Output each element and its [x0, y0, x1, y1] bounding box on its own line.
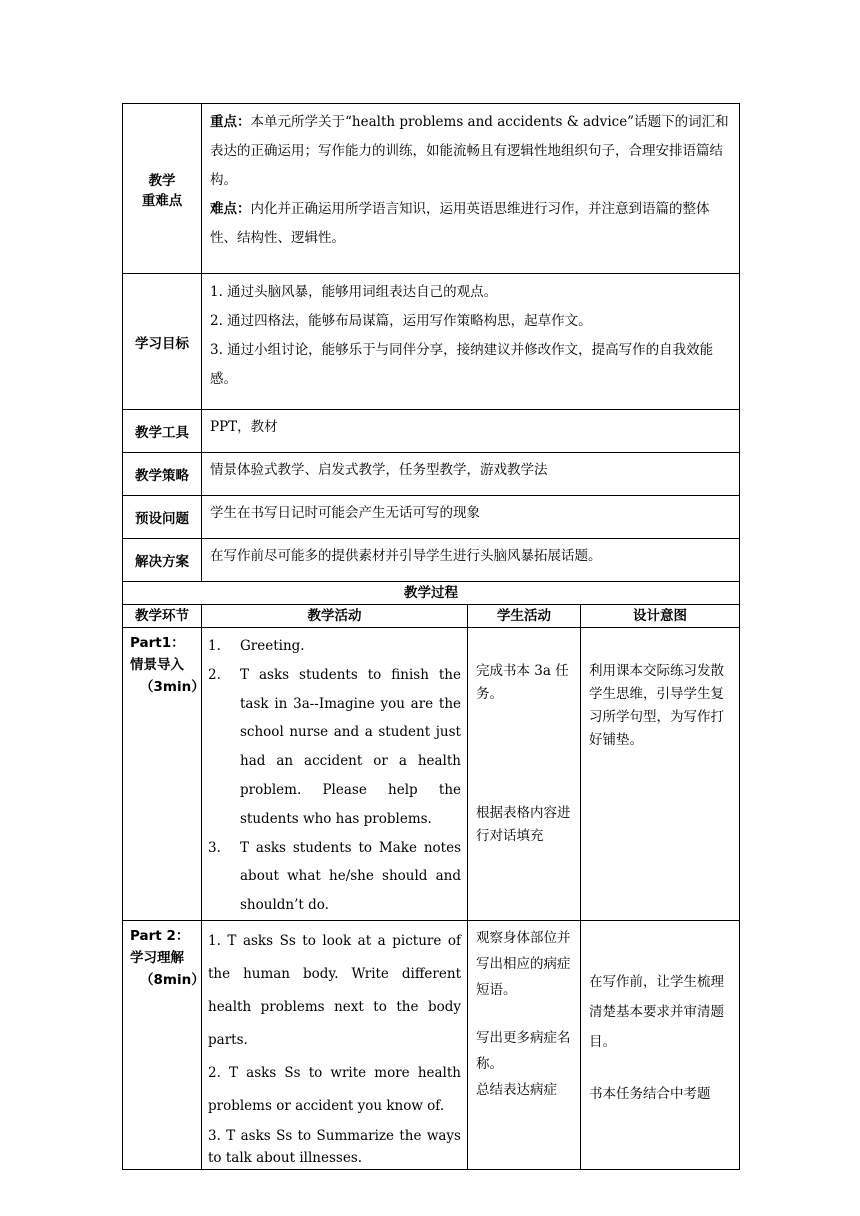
activity-item: 3. T asks students to Make notes about what he/she should and shouldn’t do.	[208, 839, 461, 914]
process-title: 教学过程	[123, 582, 740, 605]
part1-stage-title: 情景导入	[130, 657, 184, 673]
lesson-plan-table	[122, 103, 740, 1170]
part2-stage-time: （8min）	[140, 971, 205, 988]
solution-row	[123, 539, 740, 582]
part2-stage-title: 学习理解	[130, 949, 184, 966]
key-points-row	[123, 104, 740, 274]
difficult-point-paragraph	[210, 195, 731, 253]
key-points-content	[202, 104, 740, 274]
tools-label: 教学工具	[123, 410, 202, 453]
goal-item: 1. 通过头脑风暴，能够用词组表达自己的观点。	[210, 284, 498, 300]
column-header-student-activity: 学生活动	[468, 605, 581, 628]
goals-content	[202, 274, 740, 410]
activity-item: 2. T asks Ss to write more health problems or accident you know of.	[208, 1064, 461, 1114]
part1-stage	[123, 628, 205, 921]
part2-student-activity-3: 总结表达病症	[476, 1081, 557, 1098]
difficult-point-text: 内化并正确运用所学语言知识，运用英语思维进行习作，并注意到语篇的整体性、结构性、逻辑性。	[210, 201, 710, 246]
tools-row	[123, 410, 740, 453]
part1-design-intent	[581, 628, 740, 921]
problems-row	[123, 496, 740, 539]
activity-item: 1. Greeting.	[208, 638, 305, 654]
part1-teacher-activity	[202, 628, 468, 921]
part2-student-activity-1: 观察身体部位并写出相应的病症短语。	[476, 929, 571, 998]
solution-value: 在写作前尽可能多的提供素材并引导学生进行头脑风暴拓展话题。	[202, 539, 740, 582]
solution-label: 解决方案	[123, 539, 202, 582]
part2-stage-name: Part 2：	[130, 927, 190, 944]
process-title-row	[123, 582, 740, 605]
goals-row	[123, 274, 740, 410]
part1-intent-text: 利用课本交际练习发散学生思维，引导学生复习所学句型，为写作打好铺垫。	[589, 663, 724, 748]
part2-student-activity-2: 写出更多病症名称。	[476, 1029, 571, 1072]
part1-stage-time: （3min）	[140, 679, 205, 695]
activity-item: 2. T asks students to finish the task in 3a--Imagine you are the school nurse and a student just had an accident or a health problem. Please help the students who has problems.	[208, 666, 461, 827]
key-point-paragraph	[210, 108, 731, 195]
process-header-row	[123, 605, 740, 628]
strategy-row	[123, 453, 740, 496]
activity-item: 3. T asks Ss to Summarize the ways to talk about illnesses.	[208, 1127, 461, 1166]
problems-value: 学生在书写日记时可能会产生无话可写的现象	[202, 496, 740, 539]
activity-item: 1. T asks Ss to look at a picture of the human body. Write different health problems next to the body parts.	[208, 932, 461, 1048]
part2-intent-text-2: 书本任务结合中考题	[589, 1085, 711, 1102]
part2-design-intent	[581, 920, 740, 1169]
part1-student-activity-1: 完成书本 3a 任务。	[476, 663, 569, 702]
part1-student-activity	[468, 628, 581, 921]
tools-value: PPT，教材	[202, 410, 740, 453]
column-header-stage: 教学环节	[123, 605, 202, 628]
part1-student-activity-2: 根据表格内容进行对话填充	[476, 805, 571, 844]
lesson-plan-page	[122, 103, 739, 1170]
goal-item: 2. 通过四格法，能够布局谋篇，运用写作策略构思，起草作文。	[210, 313, 592, 329]
difficult-point-prefix: 难点：	[210, 201, 251, 217]
part1-row	[123, 628, 740, 921]
goal-item: 3. 通过小组讨论，能够乐于与同伴分享，接纳建议并修改作文，提高写作的自我效能感。	[210, 342, 714, 387]
column-header-design-intent: 设计意图	[581, 605, 740, 628]
key-point-prefix: 重点：	[210, 114, 251, 130]
strategy-label: 教学策略	[123, 453, 202, 496]
strategy-value: 情景体验式教学、启发式教学，任务型教学，游戏教学法	[202, 453, 740, 496]
key-point-text: 本单元所学关于“health problems and accidents & advice”话题下的词汇和表达的正确运用；写作能力的训练，如能流畅且有逻辑性地组织句子，合理安排语篇结构。	[210, 114, 729, 188]
part2-student-activity	[468, 920, 581, 1169]
part1-stage-name: Part1：	[130, 635, 185, 651]
part2-intent-text-1: 在写作前，让学生梳理清楚基本要求并审清题目。	[589, 973, 724, 1050]
part2-teacher-activity	[202, 920, 468, 1169]
part2-stage	[123, 920, 205, 1169]
column-header-teacher-activity: 教学活动	[202, 605, 468, 628]
key-points-label: 教学 重难点	[123, 104, 202, 274]
problems-label: 预设问题	[123, 496, 202, 539]
goals-label: 学习目标	[123, 274, 202, 410]
part2-row	[123, 920, 740, 1169]
